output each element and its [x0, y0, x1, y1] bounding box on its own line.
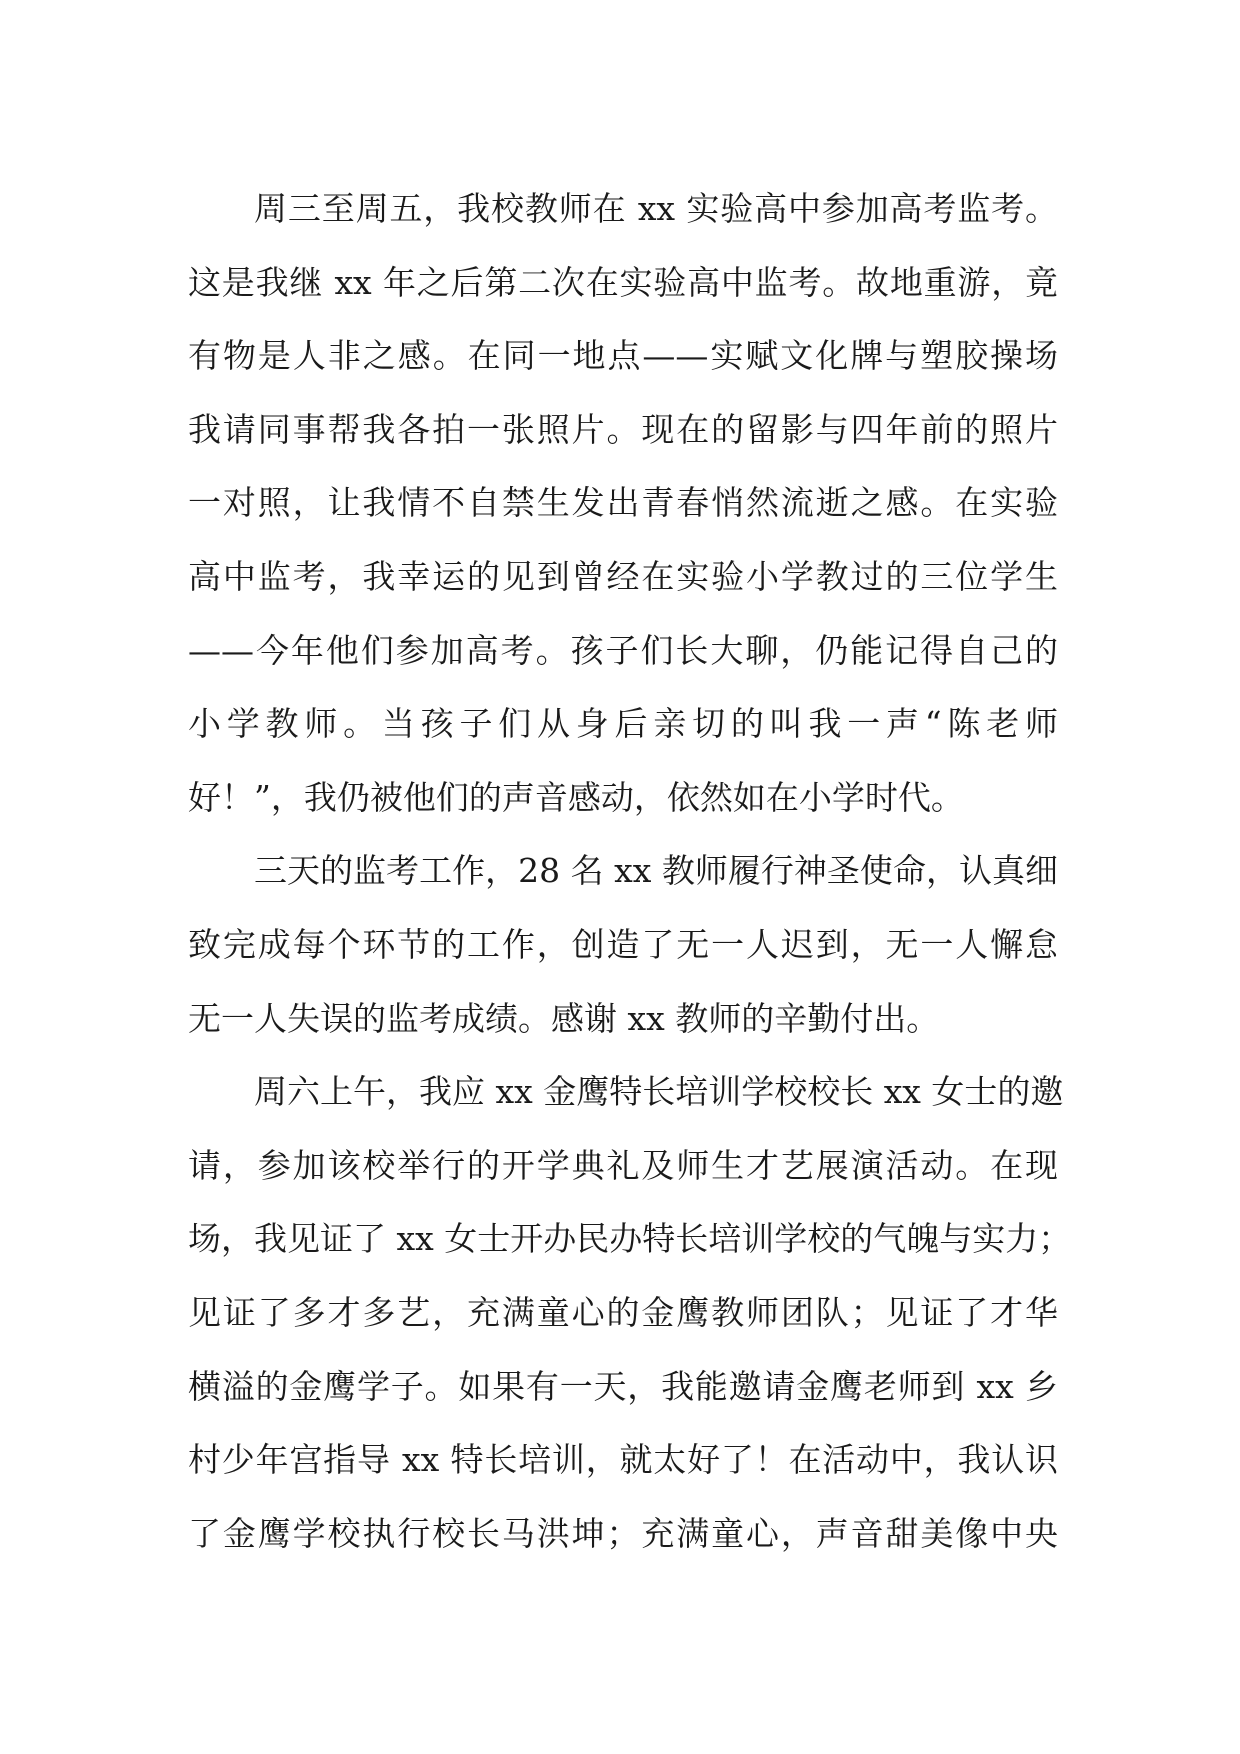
- text-line: 场，我见证了 xx 女士开办民办特长培训学校的气魄与实力；: [188, 1219, 1072, 1259]
- text-line: ——今年他们参加高考。孩子们长大聊，仍能记得自己的: [188, 630, 1058, 670]
- text-line: 了金鹰学校执行校长马洪坤；充满童心，声音甜美像中央: [188, 1513, 1058, 1553]
- text-line: 周三至周五，我校教师在 xx 实验高中参加高考监考。: [254, 189, 1058, 228]
- text-line: 见证了多才多艺，充满童心的金鹰教师团队；见证了才华: [188, 1292, 1058, 1332]
- text-line: 无一人失误的监考成绩。感谢 xx 教师的辛勤付出。: [188, 998, 940, 1038]
- text-line: 村少年宫指导 xx 特长培训，就太好了！在活动中，我认识: [188, 1440, 1058, 1480]
- text-line: 这是我继 xx 年之后第二次在实验高中监考。故地重游，竟: [188, 262, 1058, 302]
- text-line: 横溢的金鹰学子。如果有一天，我能邀请金鹰老师到 xx 乡: [188, 1366, 1058, 1406]
- text-line: 高中监考，我幸运的见到曾经在实验小学教过的三位学生: [188, 556, 1058, 596]
- text-line: 好！”，我仍被他们的声音感动，依然如在小学时代。: [188, 777, 964, 817]
- text-line: 我请同事帮我各拍一张照片。现在的留影与四年前的照片: [188, 409, 1058, 449]
- text-line: 致完成每个环节的工作，创造了无一人迟到，无一人懈怠: [188, 924, 1058, 964]
- document-body: [188, 172, 1072, 1570]
- text-line: 三天的监考工作，28 名 xx 教师履行神圣使命，认真细: [254, 851, 1058, 891]
- text-line: 小学教师。当孩子们从身后亲切的叫我一声“陈老师: [188, 704, 1058, 744]
- text-line: 一对照，让我情不自禁生发出青春悄然流逝之感。在实验: [188, 483, 1058, 523]
- text-line: 周六上午，我应 xx 金鹰特长培训学校校长 xx 女士的邀: [254, 1072, 1064, 1112]
- text-line: 请，参加该校举行的开学典礼及师生才艺展演活动。在现: [188, 1145, 1058, 1185]
- text-line: 有物是人非之感。在同一地点——实赋文化牌与塑胶操场: [188, 336, 1058, 376]
